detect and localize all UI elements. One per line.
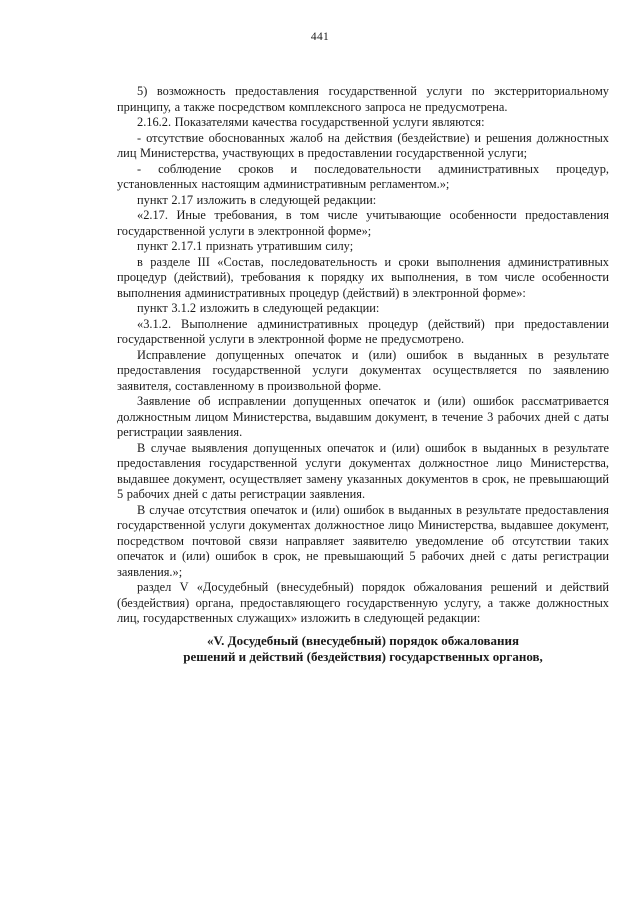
paragraph-5: пункт 2.17 изложить в следующей редакции: xyxy=(137,192,377,207)
section-heading-line-1: «V. Досудебный (внесудебный) порядок обжалования xyxy=(206,632,520,648)
page-number: 441 xyxy=(310,31,330,43)
paragraph-4: - соблюдение сроков и последовательности административных процедур, установленных настоящим административным регламентом.»; xyxy=(117,161,609,191)
paragraph-10: «3.1.2. Выполнение административных процедур (действий) при предоставлении государственной услуги в электронной форме не предусмотрено. xyxy=(117,316,609,346)
paragraph-14: В случае отсутствия опечаток и (или) ошибок в выданных в результате предоставления государственной услуги документах должностное лицо Министерства, выдавшее документ, посредством почтовой связи направляет заявителю уведомление об отсутствии таких опечаток и (или) ошибок в срок, не превышающий 5 рабочих дней с даты регистрации заявления.»; xyxy=(117,502,609,579)
section-heading xyxy=(117,633,609,666)
paragraph-9: пункт 3.1.2 изложить в следующей редакции: xyxy=(137,301,380,315)
paragraph-13: В случае выявления допущенных опечаток и (или) ошибок в выданных в результате предоставления государственной услуги документах должностное лицо Министерства, выдавшее документ, осуществляет замену указанных документов в срок, не превышающий 5 рабочих дней с даты регистрации заявления. xyxy=(117,440,609,501)
paragraph-15: раздел V «Досудебный (внесудебный) порядок обжалования решений и действий (бездействия) органа, предоставляющего государственную услугу, а также должностных лиц, государственных служащих» изложить в следующей редакции: xyxy=(117,580,609,625)
document-body xyxy=(117,84,609,666)
paragraph-3: - отсутствие обоснованных жалоб на действия (бездействие) и решения должностных лиц Министерства, участвующих в предоставлении государственной услуги; xyxy=(117,130,609,160)
paragraph-7: пункт 2.17.1 признать утратившим силу; xyxy=(137,239,354,253)
paragraph-6: «2.17. Иные требования, в том числе учитывающие особенности предоставления государственной услуги в электронной форме»; xyxy=(117,208,609,238)
paragraph-12: Заявление об исправлении допущенных опечаток и (или) ошибок рассматривается должностным лицом Министерства, выдавшим документ, в течение 3 рабочих дней с даты регистрации заявления. xyxy=(117,394,609,439)
paragraph-11: Исправление допущенных опечаток и (или) ошибок в выданных в результате предоставления государственной услуги документах осуществляется по заявлению заявителя, составленному в произвольной форме. xyxy=(117,347,609,393)
paragraph-1: 5) возможность предоставления государственной услуги по экстерриториальному принципу, а также посредством комплексного запроса не предусмотрена. xyxy=(117,84,609,114)
section-heading-line-2: решений и действий (бездействия) государственных органов, xyxy=(183,649,543,664)
paragraph-2: 2.16.2. Показателями качества государственной услуги являются: xyxy=(137,115,485,129)
paragraph-8: в разделе III «Состав, последовательность и сроки выполнения административных процедур (действий), требования к порядку их выполнения, в том числе особенности выполнения административных процедур (действий) в электронной форме»: xyxy=(117,254,609,300)
